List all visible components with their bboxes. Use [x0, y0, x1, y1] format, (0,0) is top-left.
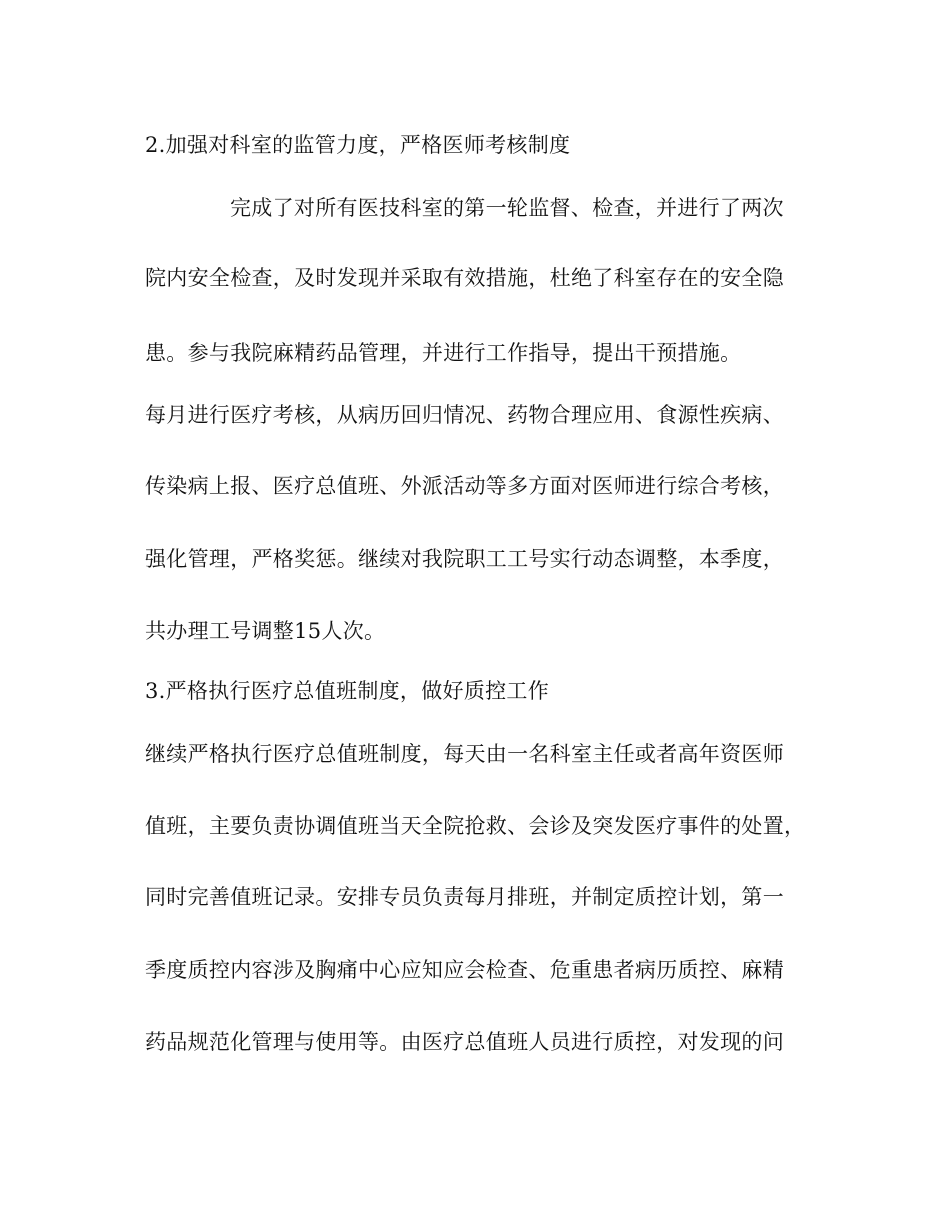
paragraph-line: 季度质控内容涉及胸痛中心应知应会检查、危重患者病历质控、麻精 [145, 958, 784, 982]
paragraph-line: 完成了对所有医技科室的第一轮监督、检查，并进行了两次 [230, 196, 784, 220]
paragraph-line: 值班，主要负责协调值班当天全院抢救、会诊及突发医疗事件的处置， [145, 814, 806, 838]
paragraph-line: 药品规范化管理与使用等。由医疗总值班人员进行质控，对发现的问 [145, 1030, 784, 1054]
paragraph-line: 院内安全检查，及时发现并采取有效措施，杜绝了科室存在的安全隐 [145, 266, 784, 290]
paragraph-line: 同时完善值班记录。安排专员负责每月排班，并制定质控计划，第一 [145, 885, 784, 909]
paragraph-line: 强化管理，严格奖惩。继续对我院职工工号实行动态调整，本季度， [145, 547, 784, 571]
paragraph-line: 继续严格执行医疗总值班制度，每天由一名科室主任或者高年资医师 [145, 742, 784, 766]
paragraph-line: 共办理工号调整15人次。 [145, 619, 386, 643]
section-heading-2: 2.加强对科室的监管力度，严格医师考核制度 [145, 133, 571, 157]
paragraph-line: 每月进行医疗考核，从病历回归情况、药物合理应用、食源性疾病、 [145, 403, 784, 427]
paragraph-line: 患。参与我院麻精药品管理，并进行工作指导，提出干预措施。 [145, 341, 742, 365]
paragraph-line: 传染病上报、医疗总值班、外派活动等多方面对医师进行综合考核， [145, 474, 784, 498]
section-heading-3: 3.严格执行医疗总值班制度，做好质控工作 [145, 679, 550, 703]
